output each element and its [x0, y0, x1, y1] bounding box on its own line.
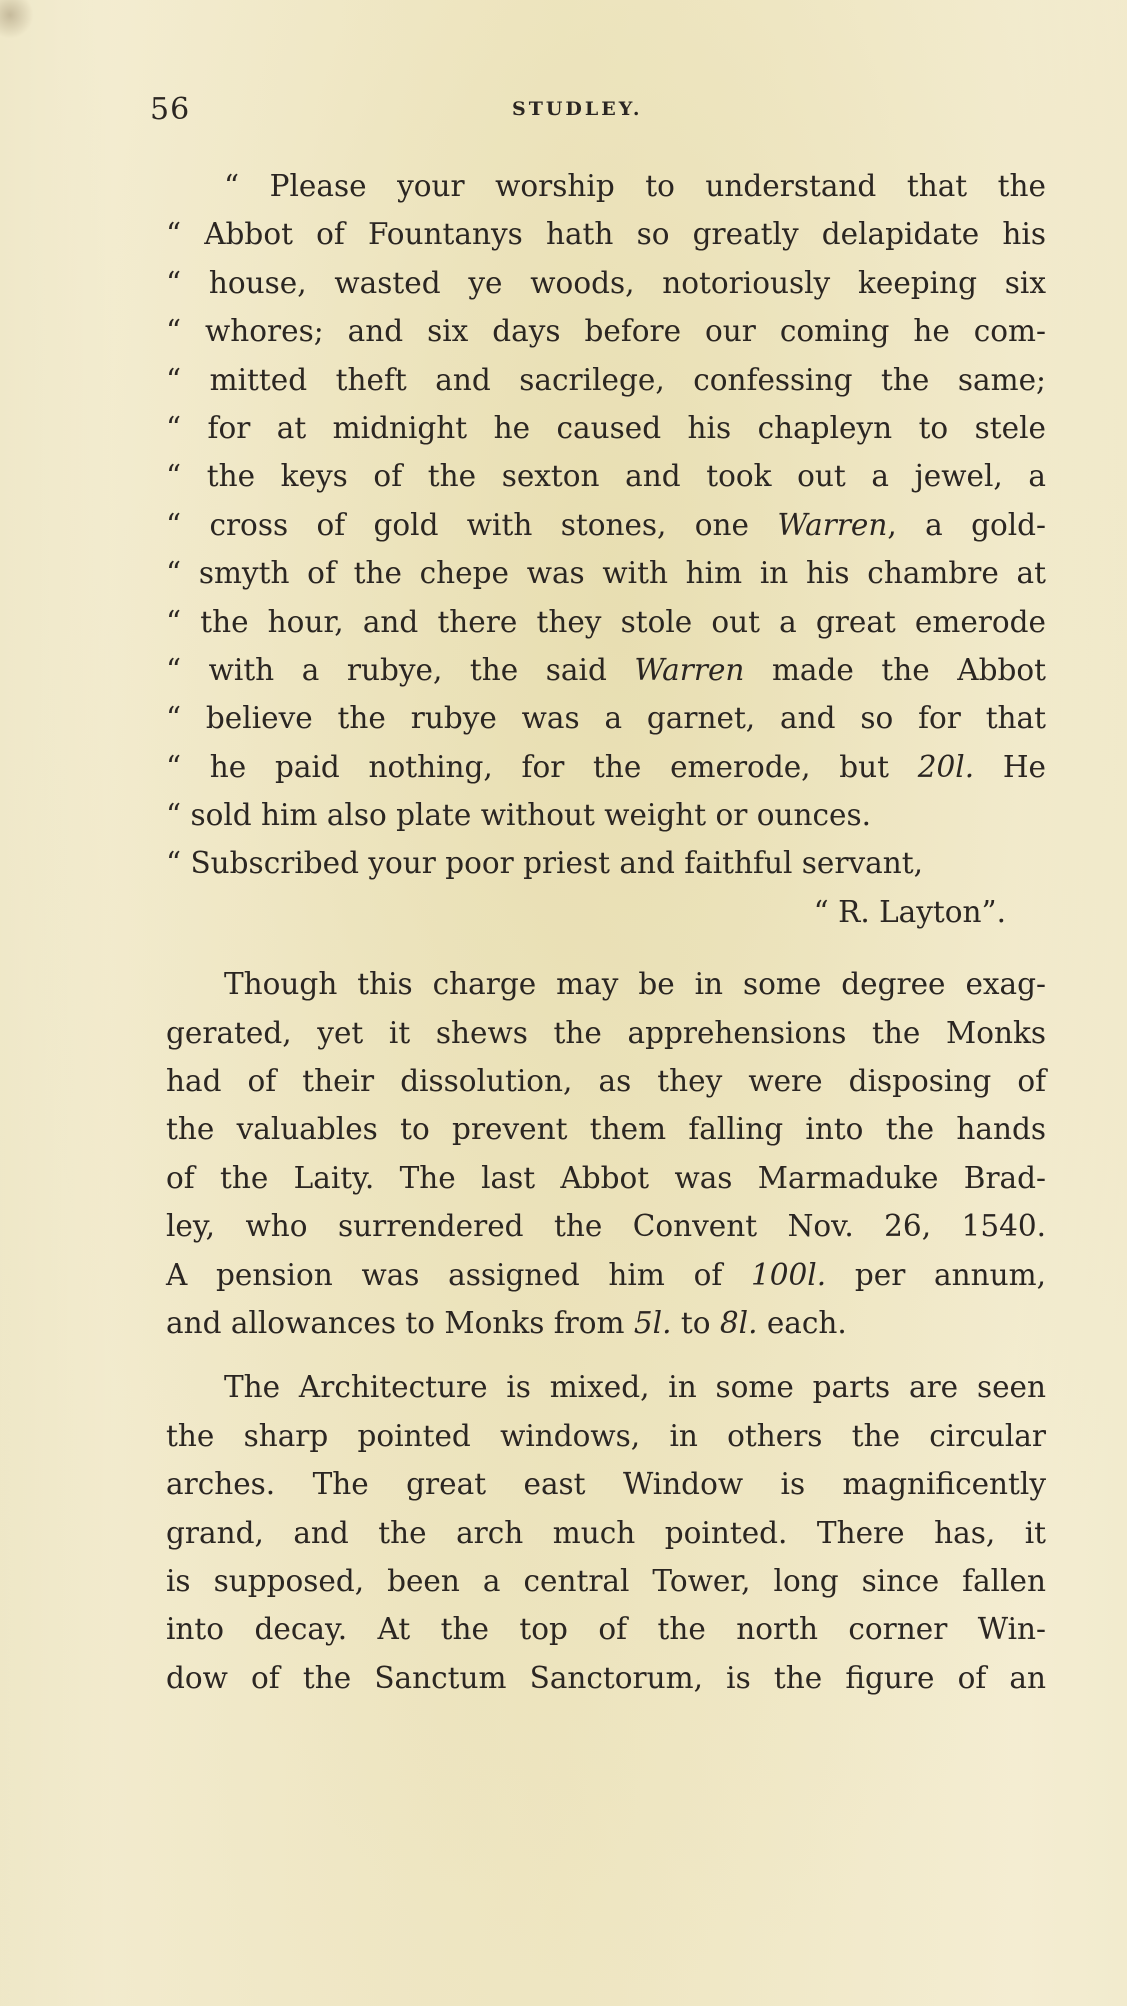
letter-line: “ whores; and six days before our coming he com- — [166, 314, 1046, 349]
letter-line: “ house, wasted ye woods, notoriously keeping six — [166, 265, 1046, 300]
letter-line: “ smyth of the chepe was with him in his chambre at — [166, 556, 1046, 591]
paragraph-line: into decay. At the top of the north corner Win- — [166, 1612, 1046, 1647]
letter-line: “ believe the rubye was a garnet, and so for that — [166, 701, 1046, 736]
paragraph-line: grand, and the arch much pointed. There has, it — [166, 1515, 1046, 1550]
paragraph-line: Though this charge may be in some degree exag- — [224, 967, 1046, 1002]
paragraph-line: The Architecture is mixed, in some parts are seen — [224, 1370, 1046, 1405]
letter-line: “ mitted theft and sacrilege, confessing the same; — [166, 362, 1046, 397]
paragraph-line: the sharp pointed windows, in others the circular — [166, 1418, 1046, 1453]
letter-line: “ he paid nothing, for the emerode, but 20l. He — [166, 749, 1047, 784]
paragraph — [166, 960, 1046, 1347]
letter-line: “ Abbot of Fountanys hath so greatly delapidate his — [166, 217, 1046, 252]
text-block — [166, 162, 1046, 1702]
letter-line: “ the keys of the sexton and took out a jewel, a — [166, 459, 1046, 494]
paragraph-line: gerated, yet it shews the apprehensions the Monks — [166, 1015, 1046, 1050]
letter-line: “ Please your worship to understand that the — [224, 169, 1046, 203]
paragraph-gap — [166, 936, 1046, 960]
paragraph-line: arches. The great east Window is magnificently — [166, 1467, 1046, 1502]
letter-signature: “ R. Layton”. — [813, 894, 1006, 929]
paragraph-line: had of their dissolution, as they were disposing of — [166, 1064, 1046, 1099]
paragraph-line: A pension was assigned him of 100l. per annum, — [166, 1257, 1046, 1292]
paragraph-line: and allowances to Monks from 5l. to 8l. each. — [166, 1305, 847, 1340]
page-stain — [0, 0, 40, 40]
paragraph-line: dow of the Sanctum Sanctorum, is the figure of an — [166, 1660, 1046, 1695]
paragraph-line: ley, who surrendered the Convent Nov. 26, 1540. — [166, 1209, 1046, 1244]
running-title: STUDLEY. — [512, 98, 643, 120]
paragraph-line: is supposed, been a central Tower, long since fallen — [166, 1563, 1046, 1598]
letter-line: “ with a rubye, the said Warren made the Abbot — [166, 652, 1046, 687]
quoted-letter — [166, 162, 1046, 936]
letter-line: “ sold him also plate without weight or ounces. — [166, 798, 872, 833]
letter-line: “ the hour, and there they stole out a great emerode — [166, 604, 1046, 639]
page-number: 56 — [150, 92, 191, 127]
paragraph-line: the valuables to prevent them falling into the hands — [166, 1112, 1046, 1147]
paragraph-line: of the Laity. The last Abbot was Marmaduke Brad- — [166, 1160, 1046, 1195]
paragraph — [166, 1363, 1046, 1702]
letter-line: “ Subscribed your poor priest and faithful servant, — [166, 846, 923, 881]
running-head — [150, 92, 1040, 132]
letter-line: “ cross of gold with stones, one Warren, a gold- — [166, 507, 1046, 542]
paragraph-gap — [166, 1347, 1046, 1363]
letter-line: “ for at midnight he caused his chapleyn to stele — [166, 410, 1046, 445]
